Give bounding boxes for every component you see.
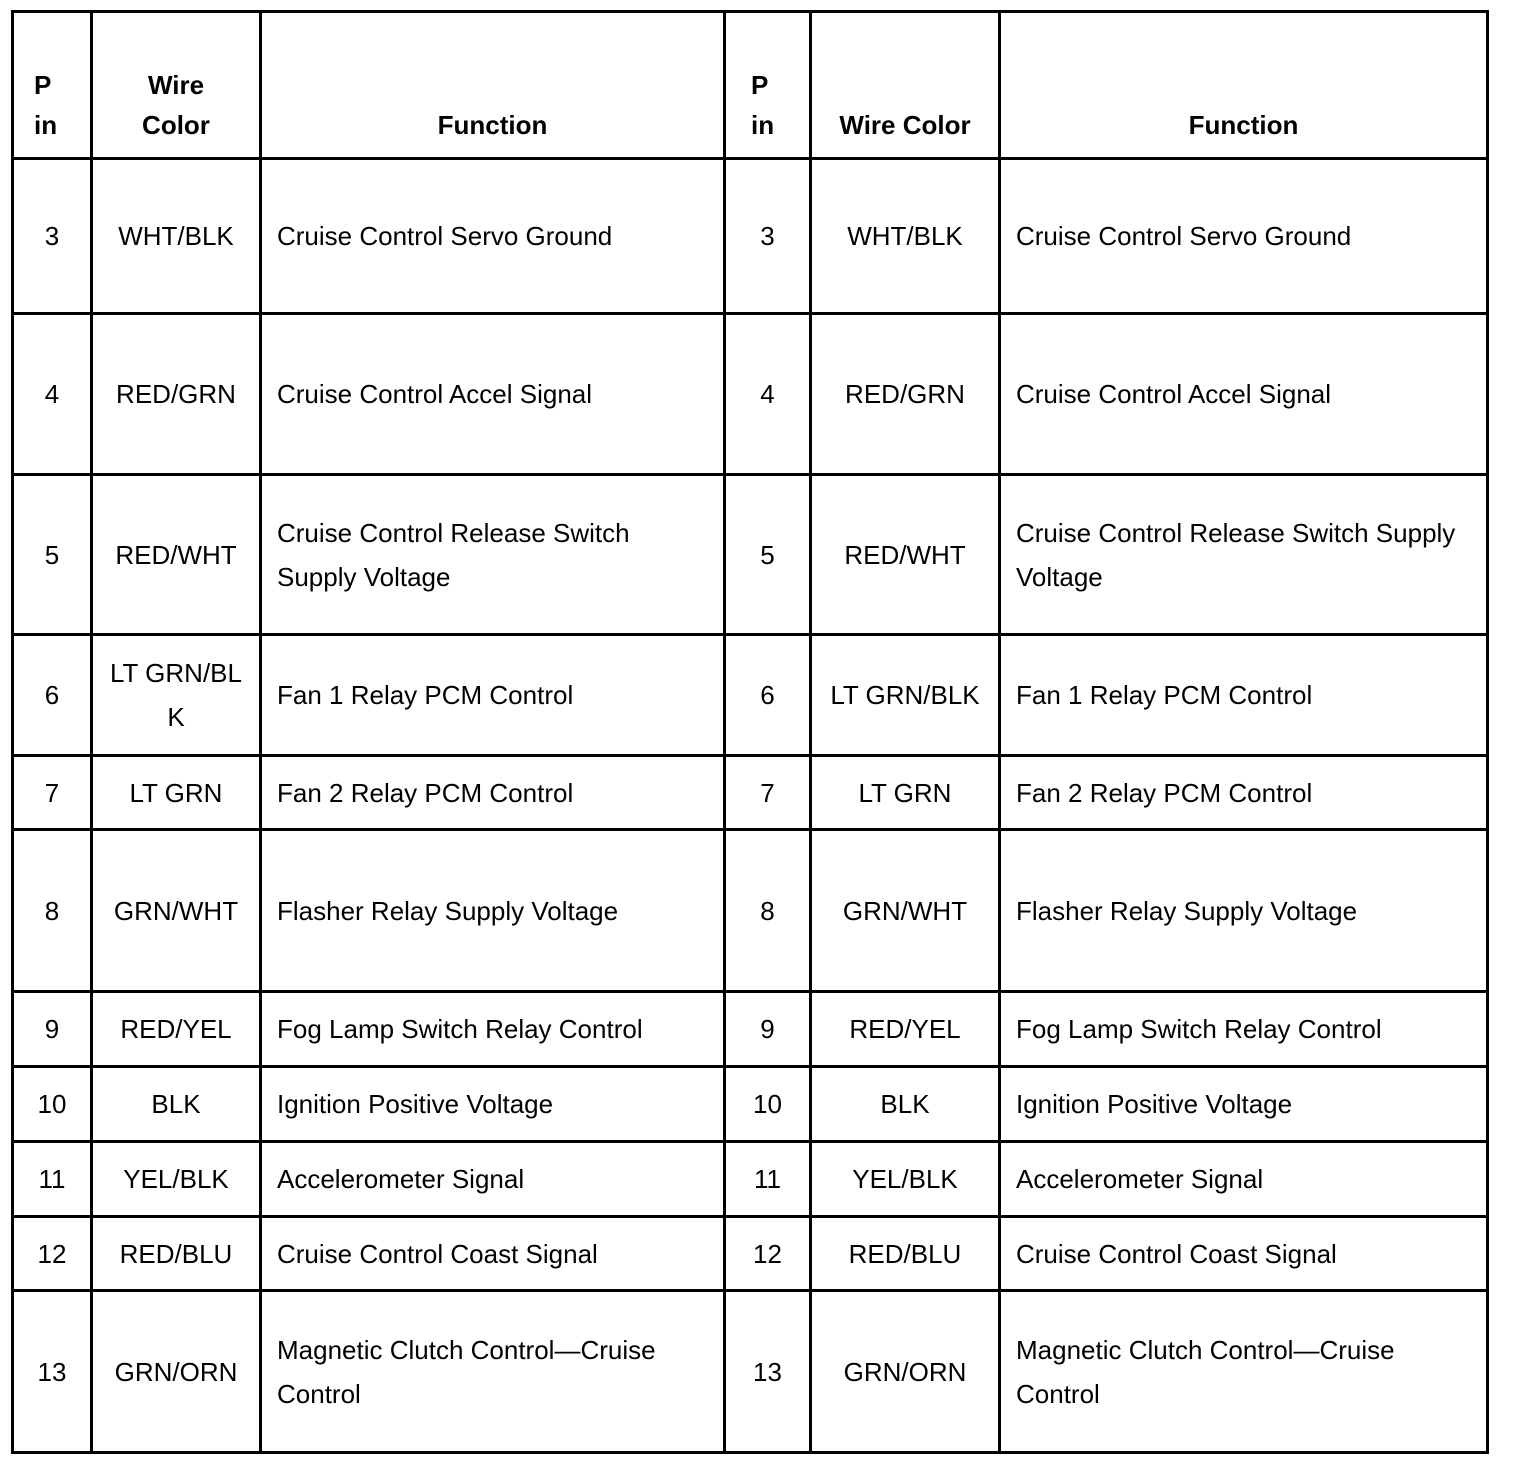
wire-color-right-cell: YEL/BLK	[811, 1142, 1000, 1217]
header-row	[13, 12, 1488, 159]
header-wire-left	[92, 12, 261, 159]
function-left-cell: Fog Lamp Switch Relay Control	[261, 992, 725, 1067]
wire-color-right-cell: RED/YEL	[811, 992, 1000, 1067]
table-row	[13, 830, 1488, 992]
function-right-cell: Flasher Relay Supply Voltage	[1000, 830, 1488, 992]
header-pin-left-text: P in	[34, 70, 58, 140]
wire-color-left-cell: RED/WHT	[92, 475, 261, 635]
header-pin-right	[725, 12, 811, 159]
pin-left-cell: 8	[13, 830, 92, 992]
wire-color-right-cell: RED/GRN	[811, 314, 1000, 475]
pin-right-cell: 5	[725, 475, 811, 635]
table-body	[13, 159, 1488, 1453]
table-row	[13, 635, 1488, 756]
function-left-cell: Cruise Control Coast Signal	[261, 1217, 725, 1291]
wire-color-left-cell: RED/BLU	[92, 1217, 261, 1291]
function-right-cell: Fan 2 Relay PCM Control	[1000, 756, 1488, 830]
pinout-table	[11, 10, 1489, 1454]
pin-right-cell: 13	[725, 1291, 811, 1453]
pin-left-cell: 3	[13, 159, 92, 314]
pin-left-cell: 11	[13, 1142, 92, 1217]
function-left-cell: Magnetic Clutch Control—Cruise Control	[261, 1291, 725, 1453]
pin-left-cell: 5	[13, 475, 92, 635]
wire-color-right-cell: WHT/BLK	[811, 159, 1000, 314]
wire-color-left-cell: YEL/BLK	[92, 1142, 261, 1217]
pin-right-cell: 6	[725, 635, 811, 756]
pin-left-cell: 12	[13, 1217, 92, 1291]
function-right-cell: Cruise Control Accel Signal	[1000, 314, 1488, 475]
function-left-cell: Accelerometer Signal	[261, 1142, 725, 1217]
wire-color-left-cell: BLK	[92, 1067, 261, 1142]
pin-left-cell: 7	[13, 756, 92, 830]
function-right-cell: Magnetic Clutch Control—Cruise Control	[1000, 1291, 1488, 1453]
function-right-cell: Cruise Control Coast Signal	[1000, 1217, 1488, 1291]
function-right-cell: Fan 1 Relay PCM Control	[1000, 635, 1488, 756]
wire-color-left-cell: WHT/BLK	[92, 159, 261, 314]
wire-color-right-cell: RED/BLU	[811, 1217, 1000, 1291]
wire-color-right-cell: RED/WHT	[811, 475, 1000, 635]
table-row	[13, 159, 1488, 314]
wire-color-left-cell: GRN/ORN	[92, 1291, 261, 1453]
table-row	[13, 1067, 1488, 1142]
function-right-cell: Fog Lamp Switch Relay Control	[1000, 992, 1488, 1067]
header-pin-left	[13, 12, 92, 159]
pin-left-cell: 13	[13, 1291, 92, 1453]
table-row	[13, 314, 1488, 475]
function-left-cell: Fan 2 Relay PCM Control	[261, 756, 725, 830]
function-left-cell: Flasher Relay Supply Voltage	[261, 830, 725, 992]
wire-color-left-cell: RED/GRN	[92, 314, 261, 475]
header-wire-right: Wire Color	[811, 12, 1000, 159]
function-right-cell: Cruise Control Release Switch Supply Voltage	[1000, 475, 1488, 635]
pin-right-cell: 9	[725, 992, 811, 1067]
table-row	[13, 475, 1488, 635]
table-row	[13, 1291, 1488, 1453]
function-left-cell: Fan 1 Relay PCM Control	[261, 635, 725, 756]
table-row	[13, 1142, 1488, 1217]
wire-color-right-cell: LT GRN/BLK	[811, 635, 1000, 756]
header-pin-right-text: P in	[751, 70, 775, 140]
function-left-cell: Cruise Control Servo Ground	[261, 159, 725, 314]
wire-color-right-cell: GRN/WHT	[811, 830, 1000, 992]
pin-right-cell: 4	[725, 314, 811, 475]
pin-right-cell: 8	[725, 830, 811, 992]
pin-right-cell: 11	[725, 1142, 811, 1217]
header-function-left: Function	[261, 12, 725, 159]
wire-color-right-cell: GRN/ORN	[811, 1291, 1000, 1453]
pin-left-cell: 6	[13, 635, 92, 756]
table-row	[13, 756, 1488, 830]
pin-left-cell: 4	[13, 314, 92, 475]
function-left-cell: Cruise Control Accel Signal	[261, 314, 725, 475]
function-right-cell: Accelerometer Signal	[1000, 1142, 1488, 1217]
wire-color-right-cell: LT GRN	[811, 756, 1000, 830]
wire-color-left-cell: LT GRN/BLK	[92, 635, 261, 756]
header-function-right: Function	[1000, 12, 1488, 159]
function-right-cell: Cruise Control Servo Ground	[1000, 159, 1488, 314]
function-right-cell: Ignition Positive Voltage	[1000, 1067, 1488, 1142]
header-wire-left-text: Wire Color	[142, 70, 210, 140]
wire-color-right-cell: BLK	[811, 1067, 1000, 1142]
table-row	[13, 1217, 1488, 1291]
pin-right-cell: 3	[725, 159, 811, 314]
pin-right-cell: 7	[725, 756, 811, 830]
pin-right-cell: 12	[725, 1217, 811, 1291]
wire-color-left-cell: LT GRN	[92, 756, 261, 830]
pin-right-cell: 10	[725, 1067, 811, 1142]
table-row	[13, 992, 1488, 1067]
function-left-cell: Cruise Control Release Switch Supply Voltage	[261, 475, 725, 635]
wire-color-left-cell: GRN/WHT	[92, 830, 261, 992]
pin-left-cell: 10	[13, 1067, 92, 1142]
function-left-cell: Ignition Positive Voltage	[261, 1067, 725, 1142]
wire-color-left-cell: RED/YEL	[92, 992, 261, 1067]
pin-left-cell: 9	[13, 992, 92, 1067]
